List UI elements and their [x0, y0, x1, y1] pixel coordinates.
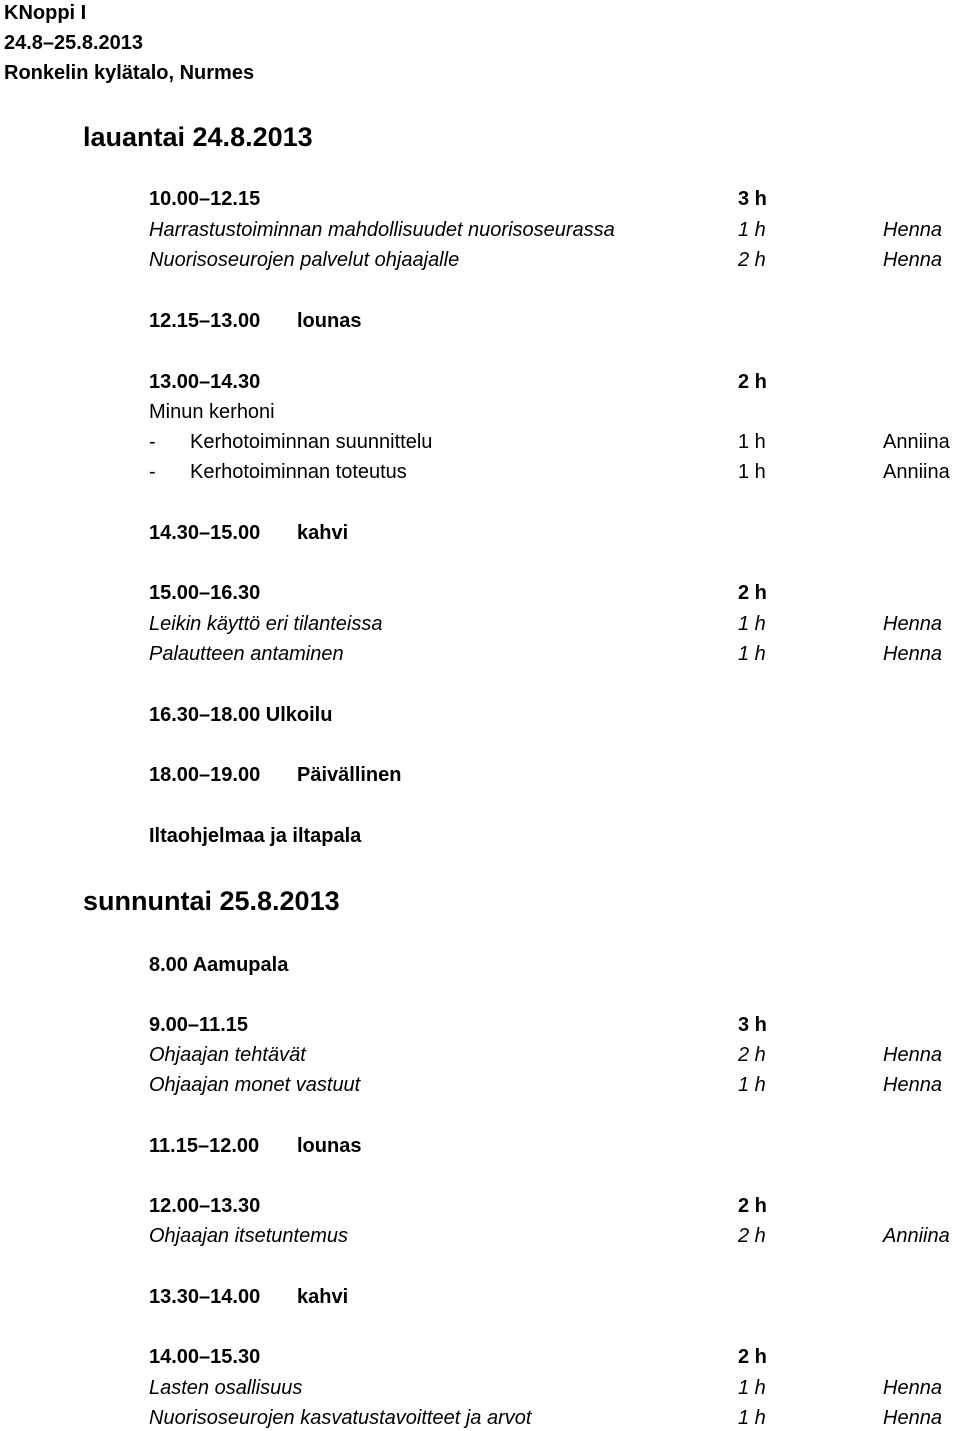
sat-block1-item1-instructor: Henna: [883, 219, 942, 241]
sat-block1-duration: 3 h: [738, 188, 767, 210]
sat-block1-item1-duration: 1 h: [738, 219, 766, 241]
sun-block1-item1-instructor: Henna: [883, 1044, 942, 1066]
sat-block1-time: 10.00–12.15: [149, 188, 261, 210]
sat-block2-item1-title: Kerhotoiminnan suunnittelu: [190, 431, 433, 453]
sun-breakfast: 8.00 Aamupala: [149, 954, 289, 976]
sat-block2-item1-instructor: Anniina: [883, 431, 950, 453]
sat-block2-item1-dash: -: [149, 431, 156, 453]
sat-dinner-label: Päivällinen: [297, 764, 402, 786]
sun-block3-item1-title: Lasten osallisuus: [149, 1377, 303, 1399]
sun-block3-duration: 2 h: [738, 1346, 767, 1368]
sunday-heading: sunnuntai 25.8.2013: [83, 886, 340, 916]
sun-block1-item2-duration: 1 h: [738, 1074, 766, 1096]
sat-block3-item1-instructor: Henna: [883, 613, 942, 635]
sat-block2-time: 13.00–14.30: [149, 371, 261, 393]
sat-coffee-label: kahvi: [297, 522, 349, 544]
sat-dinner-time: 18.00–19.00: [149, 764, 261, 786]
sat-block2-item2-title: Kerhotoiminnan toteutus: [190, 461, 407, 483]
sat-block3-duration: 2 h: [738, 582, 767, 604]
sat-block3-item1-duration: 1 h: [738, 613, 766, 635]
sat-block1-item2-title: Nuorisoseurojen palvelut ohjaajalle: [149, 249, 460, 271]
sun-block2-item1-title: Ohjaajan itsetuntemus: [149, 1225, 349, 1247]
sun-block2-item1-duration: 2 h: [738, 1225, 766, 1247]
sun-lunch-time: 11.15–12.00: [149, 1135, 260, 1157]
sat-block1-item2-instructor: Henna: [883, 249, 942, 271]
sun-block1-item2-title: Ohjaajan monet vastuut: [149, 1074, 361, 1096]
sun-block3-item2-instructor: Henna: [883, 1407, 942, 1429]
sat-block3-item2-title: Palautteen antaminen: [149, 643, 344, 665]
sat-outdoor: 16.30–18.00 Ulkoilu: [149, 704, 333, 726]
sun-block1-time: 9.00–11.15: [149, 1014, 248, 1036]
sun-block1-item2-instructor: Henna: [883, 1074, 942, 1096]
course-title: KNoppi I: [4, 2, 87, 24]
course-dates: 24.8–25.8.2013: [4, 32, 144, 54]
sat-block2-item2-duration: 1 h: [738, 461, 766, 483]
sat-block3-item1-title: Leikin käyttö eri tilanteissa: [149, 613, 383, 635]
sat-block3-time: 15.00–16.30: [149, 582, 261, 604]
saturday-heading: lauantai 24.8.2013: [83, 122, 313, 152]
sun-block3-item1-instructor: Henna: [883, 1377, 942, 1399]
sat-lunch-time: 12.15–13.00: [149, 310, 261, 332]
sun-block3-item2-title: Nuorisoseurojen kasvatustavoitteet ja arvot: [149, 1407, 532, 1429]
sun-lunch-label: lounas: [297, 1135, 362, 1157]
sat-block3-item2-instructor: Henna: [883, 643, 942, 665]
sun-block3-item1-duration: 1 h: [738, 1377, 766, 1399]
sat-block2-item1-duration: 1 h: [738, 431, 766, 453]
sun-block1-duration: 3 h: [738, 1014, 767, 1036]
sun-block2-duration: 2 h: [738, 1195, 767, 1217]
sat-evening: Iltaohjelmaa ja iltapala: [149, 825, 362, 847]
sat-block2-duration: 2 h: [738, 371, 767, 393]
sat-coffee-time: 14.30–15.00: [149, 522, 261, 544]
sat-block1-item1-title: Harrastustoiminnan mahdollisuudet nuorisoseurassa: [149, 219, 615, 241]
sun-coffee-label: kahvi: [297, 1286, 349, 1308]
sun-block1-item1-duration: 2 h: [738, 1044, 766, 1066]
sat-block3-item2-duration: 1 h: [738, 643, 766, 665]
sun-block2-time: 12.00–13.30: [149, 1195, 261, 1217]
sun-block3-item2-duration: 1 h: [738, 1407, 766, 1429]
sat-block2-item2-dash: -: [149, 461, 156, 483]
sat-block2-title: Minun kerhoni: [149, 401, 275, 423]
sun-block2-item1-instructor: Anniina: [883, 1225, 950, 1247]
sun-block3-time: 14.00–15.30: [149, 1346, 261, 1368]
sat-block2-item2-instructor: Anniina: [883, 461, 950, 483]
course-venue: Ronkelin kylätalo, Nurmes: [4, 62, 255, 84]
sun-coffee-time: 13.30–14.00: [149, 1286, 261, 1308]
sun-block1-item1-title: Ohjaajan tehtävät: [149, 1044, 306, 1066]
sat-block1-item2-duration: 2 h: [738, 249, 766, 271]
sat-lunch-label: lounas: [297, 310, 362, 332]
